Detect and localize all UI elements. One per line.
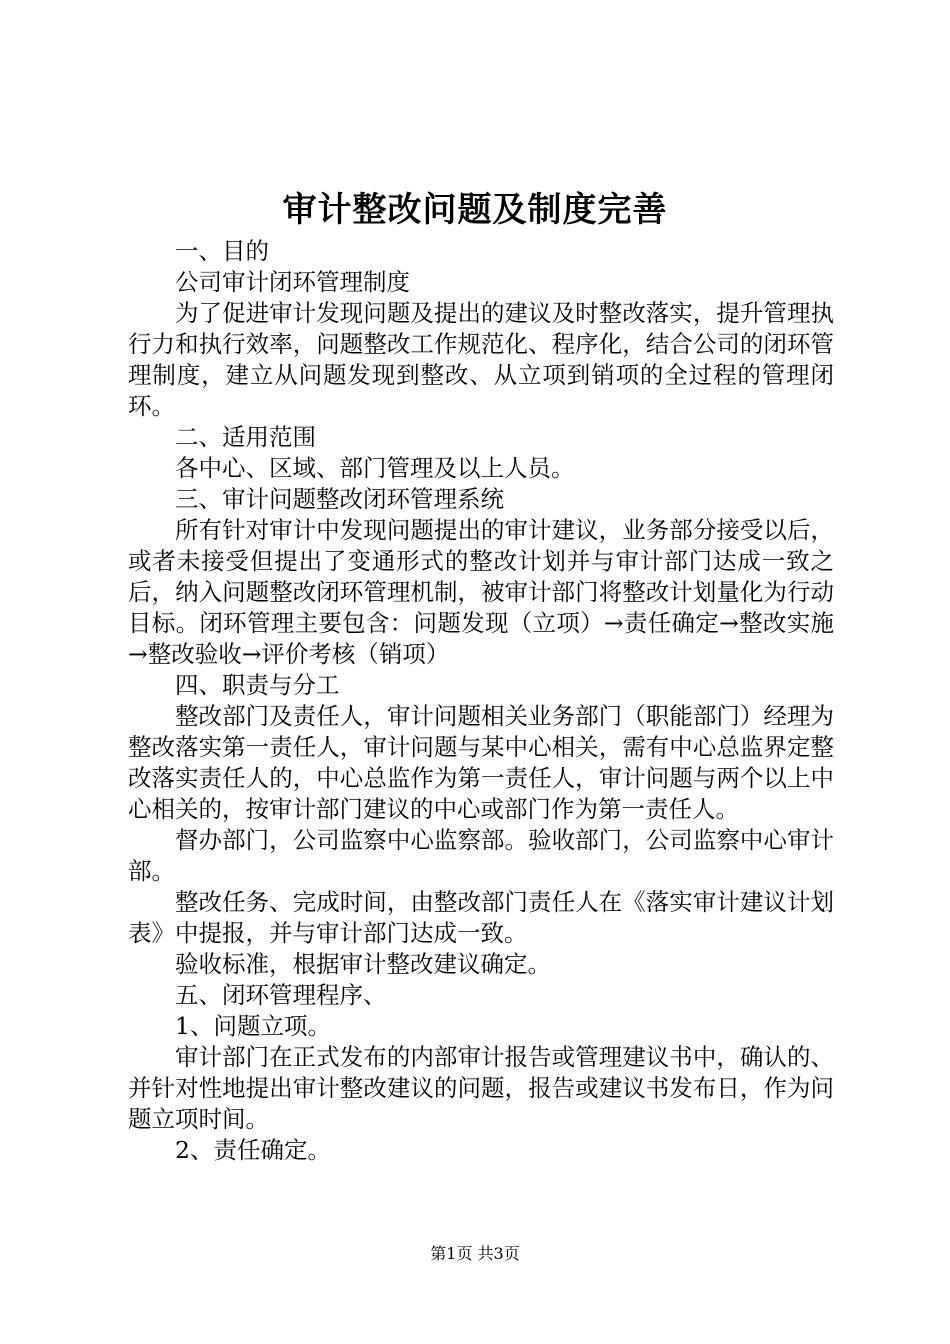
paragraph-supervision: 督办部门，公司监察中心监察部。验收部门，公司监察中心审计部。 <box>128 826 834 885</box>
paragraph-issue-filing: 审计部门在正式发布的内部审计报告或管理建议书中，确认的、并针对性地提出审计整改建议的问题，报告或建议书发布日，作为问题立项时间。 <box>128 1043 834 1133</box>
paragraph-tasks: 整改任务、完成时间，由整改部门责任人在《落实审计建议计划表》中提报，并与审计部门达成一致。 <box>128 888 834 947</box>
section-heading-purpose: 一、目的 <box>175 237 269 265</box>
page-number-footer: 第1页 共3页 <box>430 1244 520 1263</box>
section-heading-procedure: 五、闭环管理程序、 <box>175 981 387 1009</box>
document-title: 审计整改问题及制度完善 <box>282 190 668 230</box>
paragraph-system: 所有针对审计中发现问题提出的审计建议，业务部分接受以后，或者未接受但提出了变通形式的整改计划并与审计部门达成一致之后，纳入问题整改闭环管理机制，被审计部门将整改计划量化为行动目标。闭环管理主要包含：问题发现（立项）→责任确定→整改实施→整改验收→评价考核（销项） <box>128 516 834 668</box>
paragraph-acceptance: 验收标准，根据审计整改建议确定。 <box>175 950 551 978</box>
subheading-issue-filing: 1、问题立项。 <box>175 1012 331 1040</box>
section-heading-system: 三、审计问题整改闭环管理系统 <box>175 485 504 513</box>
paragraph-scope: 各中心、区域、部门管理及以上人员。 <box>175 454 575 482</box>
paragraph-system-name: 公司审计闭环管理制度 <box>175 268 410 296</box>
paragraph-responsible-party: 整改部门及责任人，审计问题相关业务部门（职能部门）经理为整改落实第一责任人，审计问题与某中心相关，需有中心总监界定整改落实责任人的，中心总监作为第一责任人，审计问题与两个以上中心相关的，按审计部门建议的中心或部门作为第一责任人。 <box>128 702 834 823</box>
section-heading-scope: 二、适用范围 <box>175 423 316 451</box>
paragraph-purpose: 为了促进审计发现问题及提出的建议及时整改落实，提升管理执行力和执行效率，问题整改工作规范化、程序化，结合公司的闭环管理制度，建立从问题发现到整改、从立项到销项的全过程的管理闭环。 <box>128 299 834 420</box>
section-heading-duties: 四、职责与分工 <box>175 671 340 699</box>
subheading-responsibility: 2、责任确定。 <box>175 1136 331 1164</box>
document-body <box>128 236 834 1166</box>
